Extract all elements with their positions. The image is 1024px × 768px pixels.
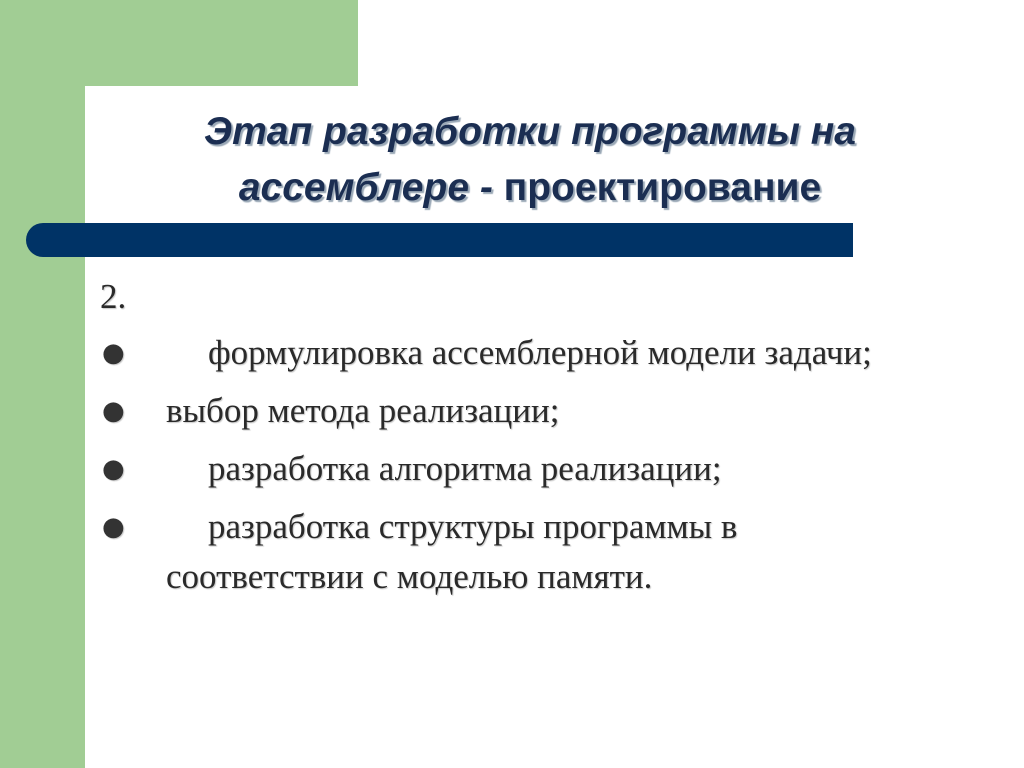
bullet-icon: ●	[102, 396, 125, 426]
title-plain-part: проектирование	[503, 166, 822, 209]
list-item-text: разработка структуры программы в соответствии с моделью памяти.	[166, 507, 738, 596]
list-item	[100, 444, 920, 494]
list-item	[100, 502, 920, 602]
list-number: 2.	[100, 277, 127, 316]
list-item	[100, 328, 920, 378]
list-item-text: разработка алгоритма реализации;	[208, 449, 722, 488]
slide-body	[100, 272, 920, 610]
list-item-text: формулировка ассемблерной модели задачи;	[208, 333, 872, 372]
bullet-icon: ●	[102, 454, 125, 484]
title-italic-part: Этап разработки программы на ассемблере -	[204, 110, 856, 209]
bullet-icon: ●	[102, 512, 125, 542]
list-item-text: выбор метода реализации;	[166, 391, 560, 430]
bullet-icon: ●	[102, 338, 125, 368]
title-underline-bar	[26, 223, 853, 257]
list-item	[100, 386, 920, 436]
green-frame-left	[0, 0, 85, 768]
green-frame-top	[0, 0, 358, 86]
slide-title	[150, 104, 910, 216]
